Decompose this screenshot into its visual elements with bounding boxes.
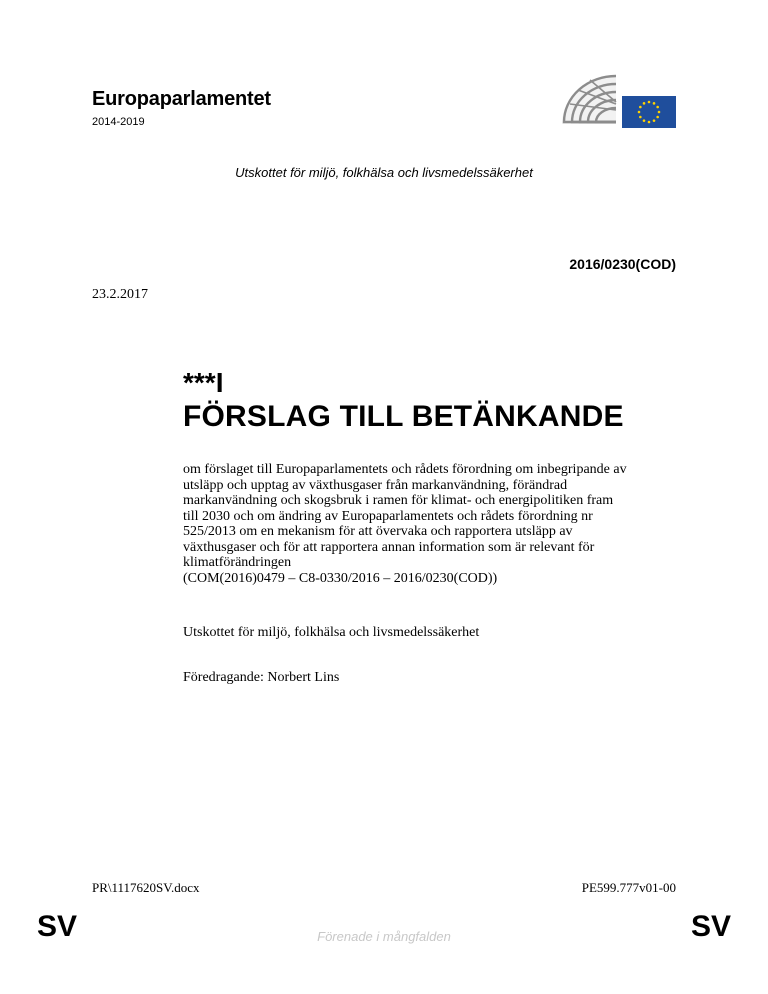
subject-line: (COM(2016)0479 – C8-0330/2016 – 2016/0230(COD)): [183, 570, 498, 586]
flag-star: [656, 106, 659, 109]
procedure-stars: ***I: [183, 367, 224, 398]
file-reference: PR\1117620SV.docx: [92, 880, 200, 895]
document-date: 23.2.2017: [92, 287, 148, 302]
flag-star: [658, 111, 661, 114]
procedure-number: 2016/0230(COD): [569, 256, 676, 272]
flag-star: [643, 102, 646, 105]
committee-header: Utskottet för miljö, folkhälsa och livsmedelssäkerhet: [235, 165, 533, 180]
flag-star: [656, 116, 659, 119]
subject-line: till 2030 och om ändring av Europaparlamentets och rådets förordning nr: [183, 508, 593, 524]
subject-line: om förslaget till Europaparlamentets och rådets förordning om inbegripande av: [183, 462, 627, 477]
flag-star: [643, 119, 646, 122]
flag-star: [648, 101, 651, 104]
pe-reference: PE599.777v01-00: [581, 880, 676, 895]
flag-star: [653, 102, 656, 105]
language-code-left: SV: [37, 910, 78, 943]
flag-star: [639, 116, 642, 119]
document-title: FÖRSLAG TILL BETÄNKANDE: [183, 400, 624, 433]
flag-star: [648, 121, 651, 124]
rapporteur: Föredragande: Norbert Lins: [183, 670, 340, 685]
organization-name: Europaparlamentet: [92, 88, 271, 110]
subject-line: växthusgaser och för att rapportera annan information som är relevant för: [183, 539, 595, 555]
eu-motto: Förenade i mångfalden: [317, 929, 451, 944]
document-subject: [183, 462, 683, 586]
subject-line: utsläpp och upptag av växthusgaser från markanvändning, förändrad: [183, 477, 568, 493]
subject-line: markanvändning och skogsbruk i ramen för klimat- och energipolitiken fram: [183, 493, 614, 508]
parliamentary-term: 2014-2019: [92, 116, 145, 128]
subject-line: 525/2013 om en mekanism för att övervaka och rapportera utsläpp av: [183, 524, 573, 539]
subject-line: klimatförändringen: [183, 555, 292, 570]
flag-star: [638, 111, 641, 114]
european-parliament-logo-icon: [556, 68, 678, 130]
flag-star: [653, 119, 656, 122]
flag-star: [639, 106, 642, 109]
language-code-right: SV: [690, 910, 731, 943]
responsible-committee: Utskottet för miljö, folkhälsa och livsmedelssäkerhet: [183, 625, 480, 640]
